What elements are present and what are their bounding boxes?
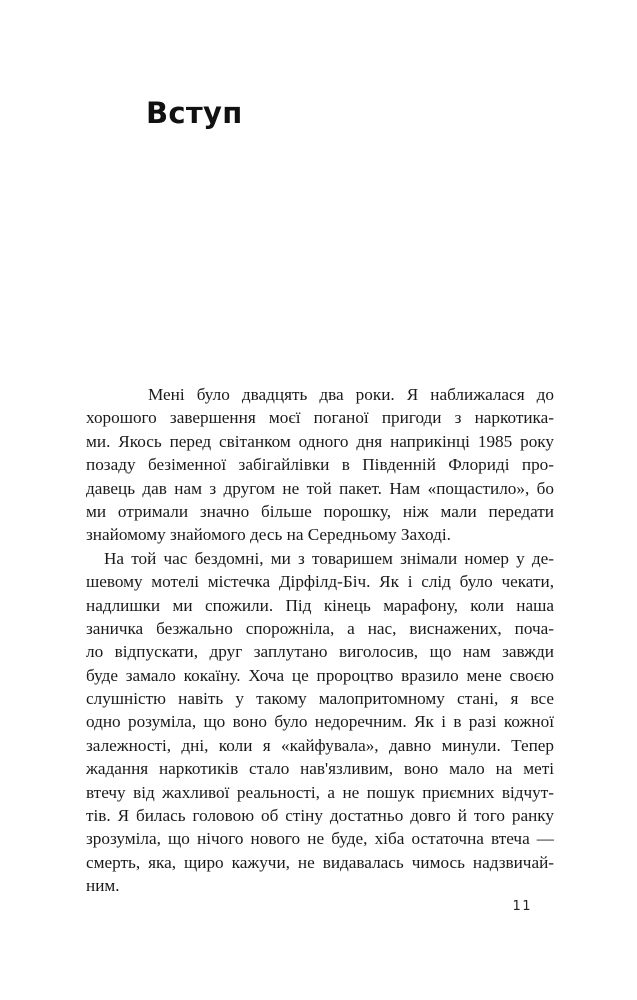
paragraph-2: [86, 547, 554, 898]
text-line: давець дав нам з другом не той пакет. Нам «пощастило», бо: [86, 478, 554, 498]
text-line: хорошого завершення моєї поганої пригоди з наркотика-: [86, 408, 554, 428]
text-line: На той час бездомні, ми з товаришем знімали номер у де-: [104, 548, 554, 568]
text-line: зрозуміла, що нічого нового не буде, хіба остаточна втеча —: [86, 829, 554, 849]
text-line: ло відпускати, друг заплутано виголосив, що нам завжди: [86, 642, 554, 662]
text-line: буде замало кокаїну. Хоча це пророцтво вразило мене своєю: [86, 665, 554, 685]
text-line: ним.: [86, 876, 120, 896]
text-line: ми. Якось перед світанком одного дня наприкінці 1985 року: [86, 431, 554, 451]
text-line: слушністю навіть у такому малопритомному стані, я все: [86, 689, 554, 709]
text-line: жадання наркотиків стало нав'язливим, воно мало на меті: [86, 759, 554, 779]
text-line: тів. Я билась головою об стіну достатньо довго й того ранку: [86, 806, 554, 826]
text-line: знайомому знайомого десь на Середньому Заході.: [86, 525, 451, 545]
body-text: [86, 383, 554, 898]
page-number: 11: [512, 899, 532, 914]
text-line: одно розуміла, що воно було недоречним. Як і в разі кожної: [86, 712, 554, 732]
text-line: позаду безіменної забігайлівки в Південній Флориді про-: [86, 455, 554, 475]
text-line: смерть, яка, щиро кажучи, не видавалась чимось надзвичай-: [86, 852, 554, 872]
chapter-title: Вступ: [146, 96, 243, 130]
text-line: залежності, дні, коли я «кайфувала», давно минули. Тепер: [86, 735, 554, 755]
text-line: заничка безжально спорожніла, а нас, виснажених, поча-: [86, 618, 554, 638]
text-line: втечу від жахливої реальності, а не пошук приємних відчут-: [86, 782, 554, 802]
text-line: ми отримали значно більше порошку, ніж мали передати: [86, 501, 554, 521]
paragraph-1: [86, 383, 554, 547]
text-line: шевому мотелі містечка Дірфілд-Біч. Як і слід було чекати,: [86, 572, 554, 592]
text-line: Мені було двадцять два роки. Я наближалася до: [148, 385, 554, 404]
text-line: надлишки ми спожили. Під кінець марафону, коли наша: [86, 595, 554, 615]
